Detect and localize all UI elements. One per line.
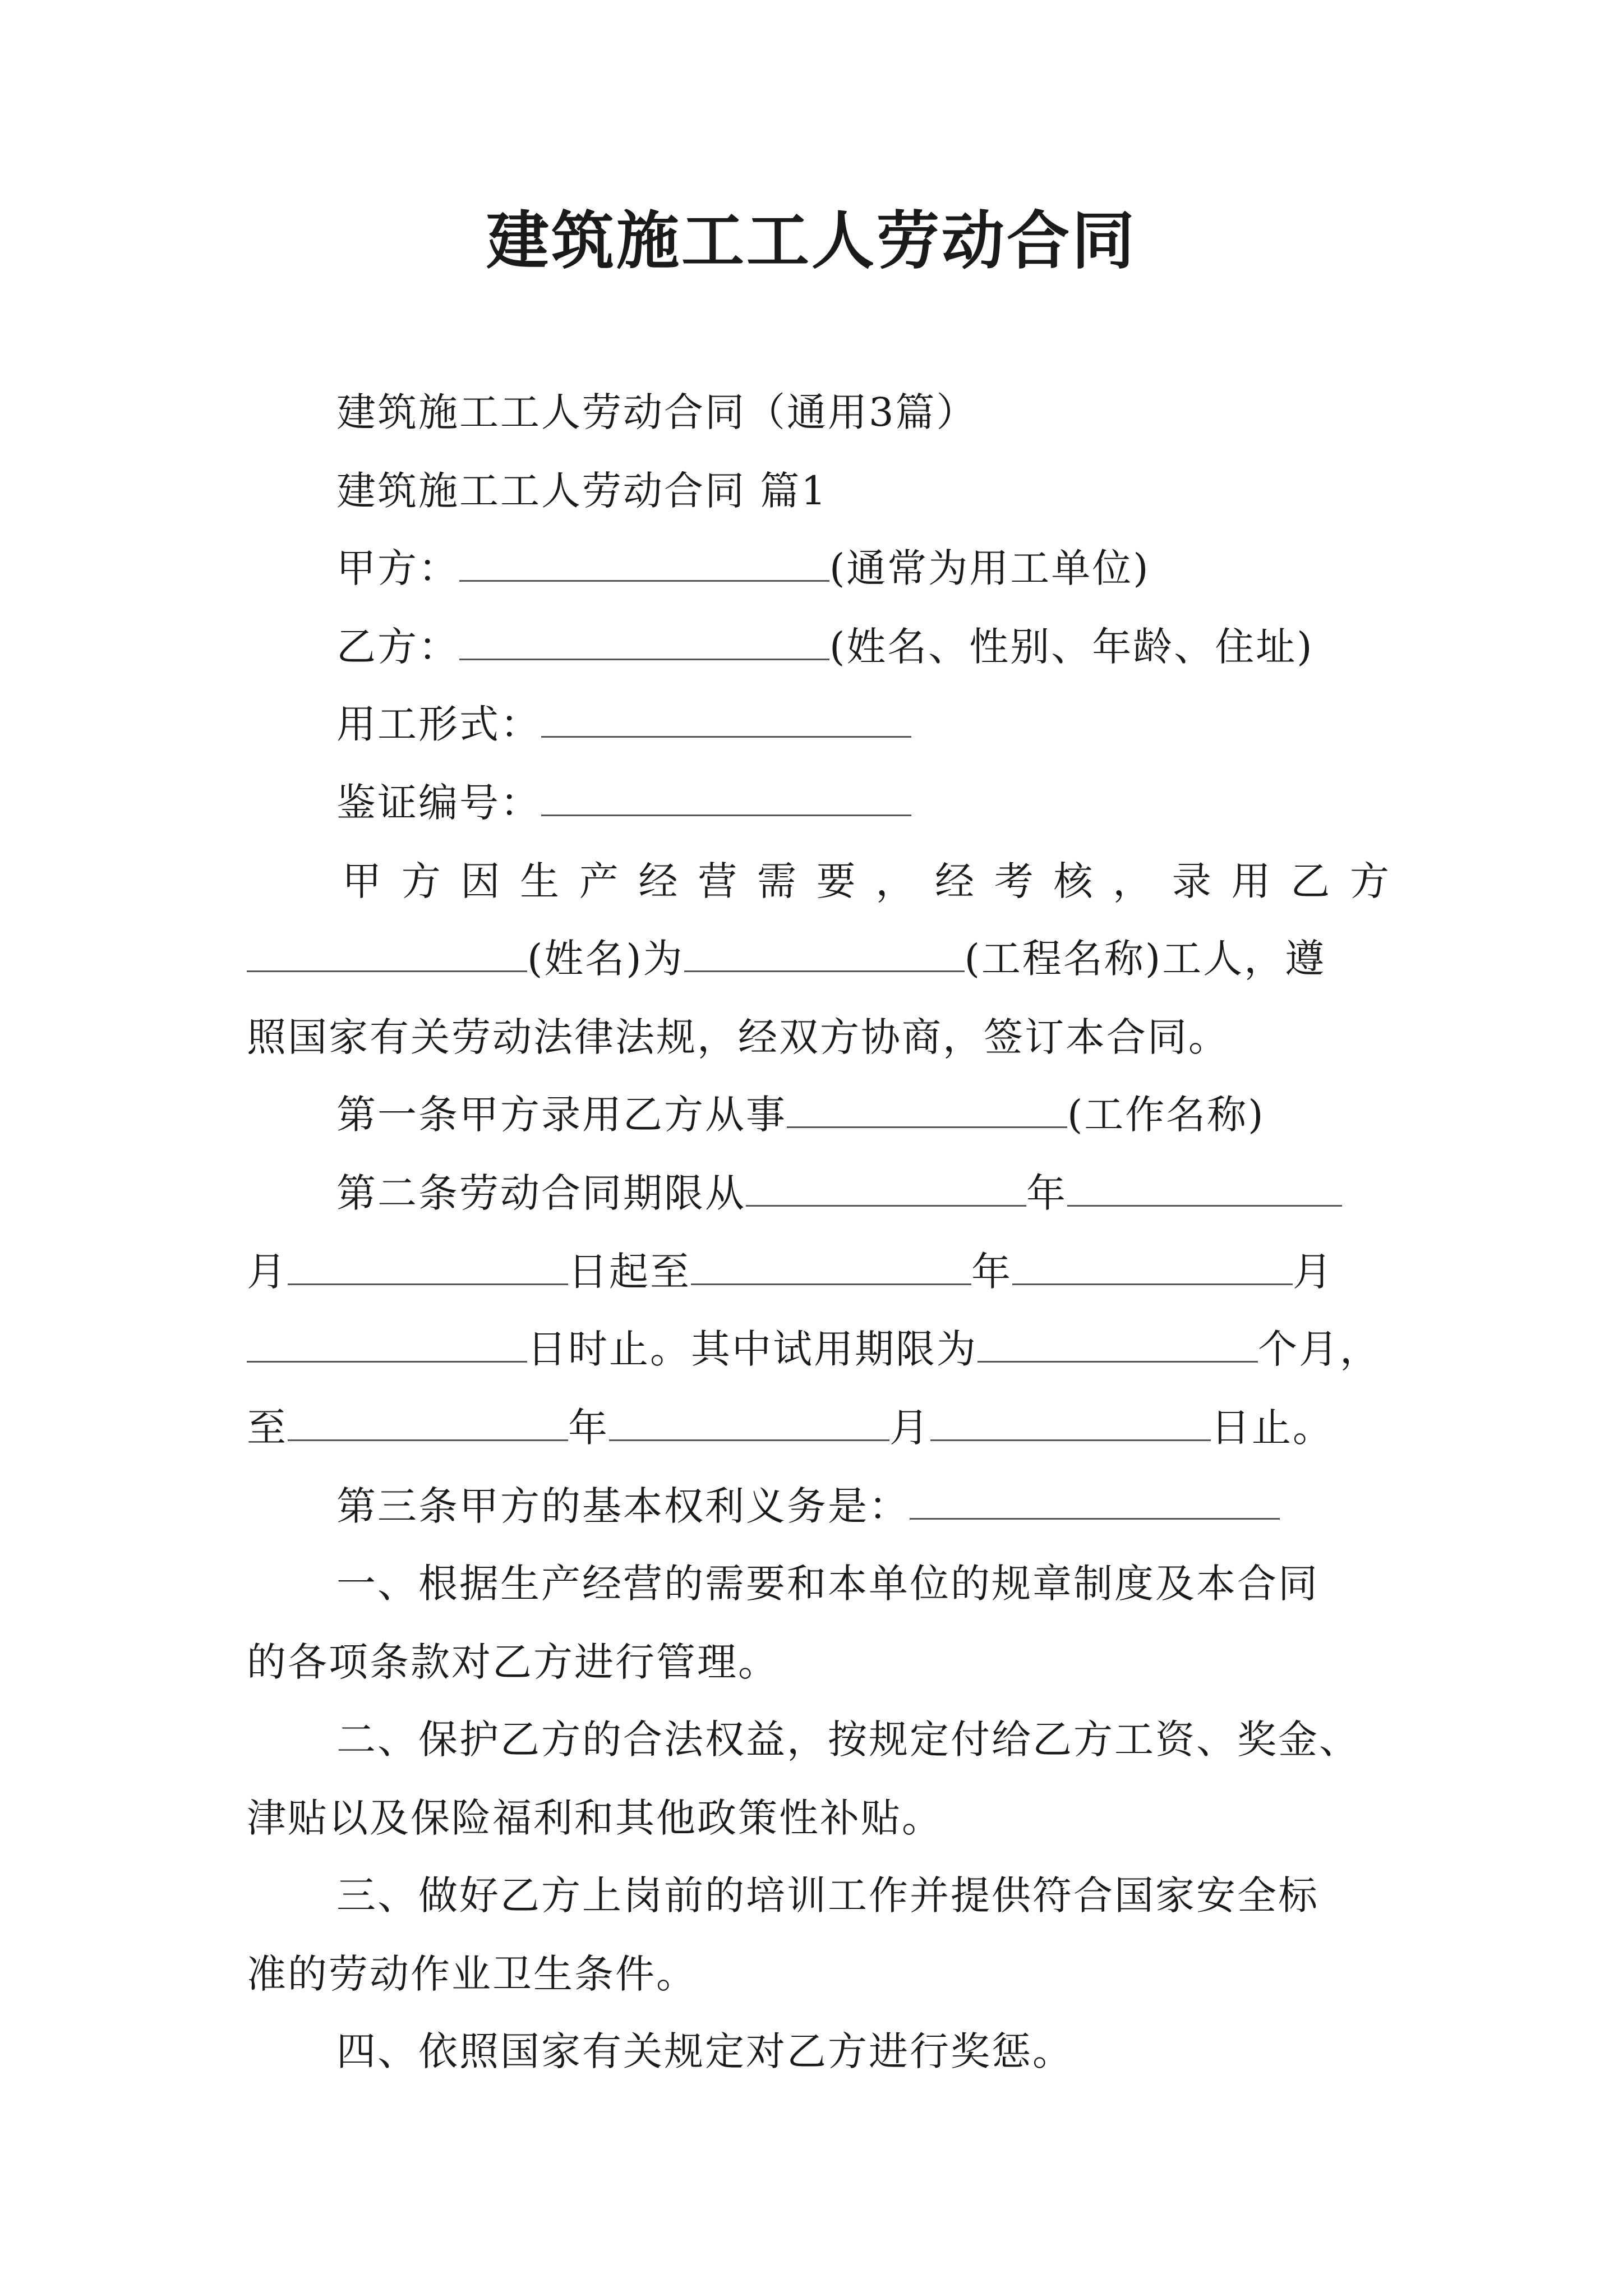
probation-month-blank: [609, 1402, 889, 1441]
intro-char: 要: [816, 858, 857, 904]
heading-general: 建筑施工工人劳动合同（通用3篇）: [336, 389, 978, 435]
intro-line-1: [342, 856, 1391, 907]
day-from-label: 日起至: [568, 1249, 691, 1295]
intro-char: 乙: [1290, 858, 1332, 904]
article3-item1-line-2: 的各项条款对乙方进行管理。: [247, 1639, 779, 1685]
start-month-blank: [1067, 1168, 1342, 1207]
intro-project-label: (工程名称)工人，遵: [964, 936, 1326, 982]
intro-char: 营: [698, 858, 739, 904]
intro-char: 方: [1349, 858, 1391, 904]
certification-no-label: 鉴证编号：: [336, 780, 541, 826]
name-blank: [247, 933, 527, 972]
end-year-blank: [691, 1246, 971, 1285]
start-day-blank: [288, 1246, 568, 1285]
day-end-label: 日止。: [1211, 1405, 1334, 1451]
month-label: 月: [889, 1405, 930, 1451]
party-a-line: [336, 543, 1150, 593]
intro-char: ，: [875, 858, 917, 904]
intro-char: 因: [460, 858, 502, 904]
year-label: 年: [1026, 1170, 1067, 1216]
party-a-note: (通常为用工单位): [829, 545, 1150, 591]
article3-item2-line-2: 津贴以及保险福利和其他政策性补贴。: [247, 1795, 943, 1841]
probation-day-blank: [930, 1402, 1211, 1441]
party-b-label: 乙方：: [336, 624, 459, 670]
intro-char: 考: [994, 858, 1035, 904]
article3-item1-line-1: 一、根据生产经营的需要和本单位的规章制度及本合同: [336, 1561, 1319, 1607]
article3-blank: [910, 1481, 1280, 1520]
intro-char: 经: [638, 858, 680, 904]
probation-months-blank: [978, 1324, 1258, 1363]
intro-char: 需: [757, 858, 798, 904]
party-b-line: [336, 622, 1314, 672]
article2-line-4: [247, 1402, 1334, 1453]
party-b-blank: [459, 622, 829, 660]
end-day-blank: [247, 1324, 527, 1363]
intro-char: 生: [520, 858, 561, 904]
article2-line-3: [247, 1324, 1381, 1374]
start-year-blank: [746, 1168, 1026, 1207]
year-label: 年: [568, 1405, 609, 1451]
to-label: 至: [247, 1405, 288, 1451]
article2-line-2: [247, 1246, 1334, 1297]
document-title: 建筑施工工人劳动合同: [486, 204, 1137, 278]
article3-line: [336, 1481, 1280, 1531]
certification-no-blank: [541, 777, 911, 816]
probation-year-blank: [288, 1402, 568, 1441]
intro-name-label: (姓名)为: [527, 936, 684, 982]
article2-text: 第二条劳动合同期限从: [336, 1170, 746, 1216]
article1-note: (工作名称): [1067, 1092, 1265, 1138]
employment-form-blank: [541, 699, 911, 738]
intro-line-2: [247, 933, 1326, 984]
article1-text: 第一条甲方录用乙方从事: [336, 1092, 787, 1138]
article3-text: 第三条甲方的基本权利义务是：: [336, 1483, 910, 1529]
intro-char: 经: [935, 858, 976, 904]
day-until-label: 日时止。其中试用期限为: [527, 1326, 978, 1372]
article3-item3-line-2: 准的劳动作业卫生条件。: [247, 1951, 697, 1997]
certification-no-line: [336, 777, 911, 828]
employment-form-label: 用工形式：: [336, 701, 541, 747]
article2-line-1: [336, 1168, 1342, 1218]
month-label: 月: [247, 1249, 288, 1295]
article3-item3-line-1: 三、做好乙方上岗前的培训工作并提供符合国家安全标: [336, 1872, 1319, 1918]
intro-char: 甲: [342, 858, 383, 904]
year-label: 年: [971, 1249, 1012, 1295]
intro-line-3: 照国家有关劳动法律法规，经双方协商，签订本合同。: [247, 1014, 1229, 1060]
intro-char: 录: [1172, 858, 1213, 904]
project-name-blank: [684, 933, 965, 972]
job-name-blank: [787, 1089, 1067, 1128]
intro-char: 方: [401, 858, 442, 904]
intro-char: 产: [579, 858, 620, 904]
party-b-note: (姓名、性别、年龄、住址): [829, 624, 1314, 670]
article3-item4-line: 四、依照国家有关规定对乙方进行奖惩。: [336, 2028, 1073, 2074]
article1-line: [336, 1089, 1265, 1140]
end-month-blank: [1012, 1246, 1293, 1285]
months-label: 个月，: [1258, 1326, 1381, 1372]
intro-char: 用: [1231, 858, 1272, 904]
month-label: 月: [1293, 1249, 1334, 1295]
intro-char: ，: [1113, 858, 1154, 904]
article3-item2-line-1: 二、保护乙方的合法权益，按规定付给乙方工资、奖金、: [336, 1717, 1360, 1763]
party-a-label: 甲方：: [336, 545, 459, 591]
heading-part: 建筑施工工人劳动合同 篇1: [336, 468, 828, 514]
party-a-blank: [459, 543, 829, 582]
intro-char: 核: [1053, 858, 1095, 904]
employment-form-line: [336, 699, 911, 749]
